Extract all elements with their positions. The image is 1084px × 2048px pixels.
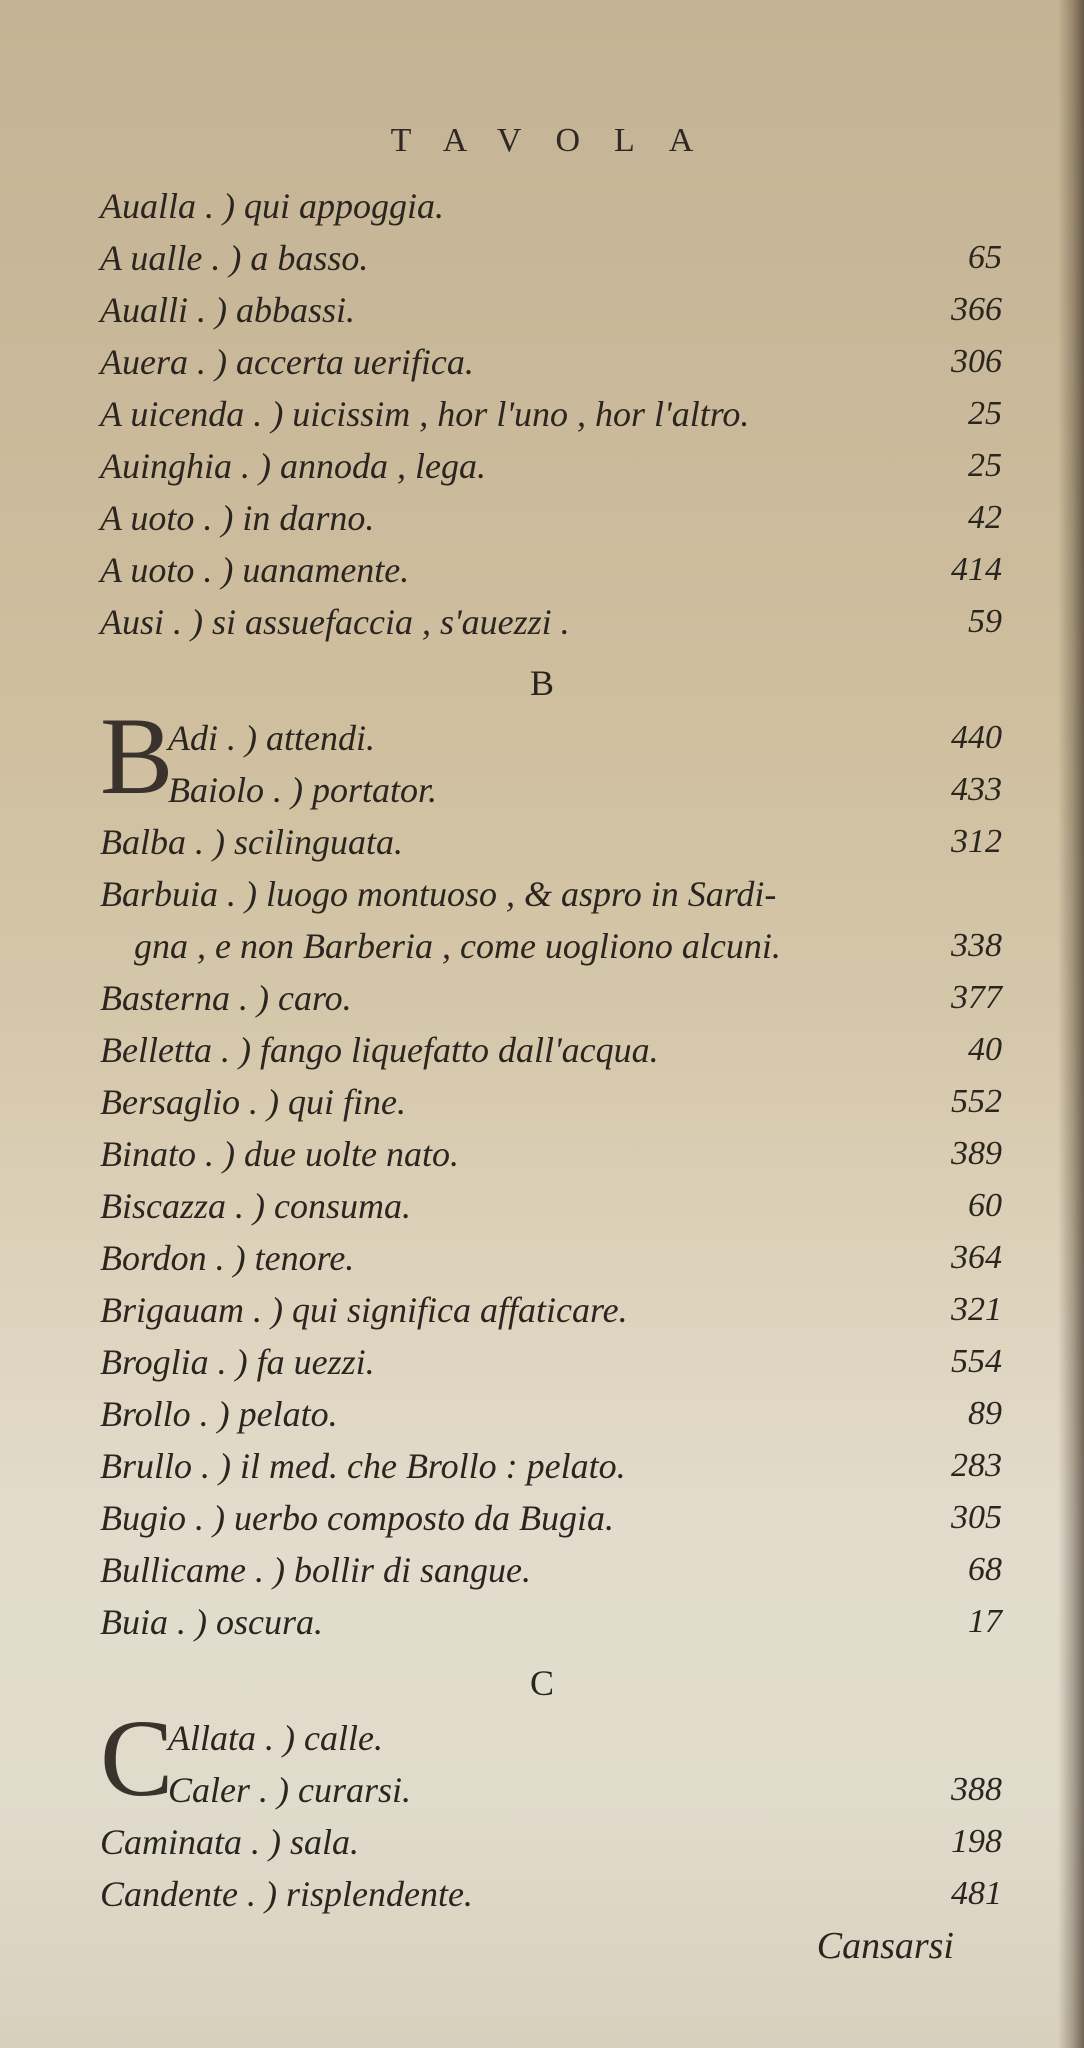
index-entry (100, 1336, 1002, 1388)
page-number: 321 (951, 1291, 1002, 1328)
index-entry (100, 972, 1002, 1024)
page-number: 554 (951, 1343, 1002, 1380)
index-entry (100, 1712, 1002, 1764)
page-number: 389 (951, 1135, 1002, 1172)
index-entry (100, 1492, 1002, 1544)
headword: Auera . (100, 342, 206, 382)
page-number: 364 (951, 1239, 1002, 1276)
gloss: ) qui fine. (267, 1082, 406, 1122)
gloss: ) fa uezzi. (235, 1342, 375, 1382)
page-number: 25 (968, 447, 1002, 484)
headword: A ualle . (100, 238, 221, 278)
index-entry (100, 1440, 1002, 1492)
catchword: Cansarsi (816, 1925, 954, 1967)
headword: Aualla . (100, 186, 214, 226)
headword: A uicenda . (100, 394, 263, 434)
page-number: 68 (968, 1551, 1002, 1588)
page-number: 481 (951, 1875, 1002, 1912)
headword: Binato . (100, 1134, 214, 1174)
gloss: ) scilinguata. (213, 822, 403, 862)
index-entry (100, 712, 1002, 764)
headword: Basterna . (100, 978, 248, 1018)
gloss: ) bollir di sangue. (272, 1550, 531, 1590)
gloss: ) risplendente. (264, 1874, 473, 1914)
gloss: ) qui significa affaticare. (271, 1290, 628, 1330)
headword: Candente . (100, 1874, 256, 1914)
headword: Biscazza . (100, 1186, 244, 1226)
headword: A uoto . (100, 550, 213, 590)
index-entry (100, 1816, 1002, 1868)
index-entry (100, 180, 1002, 232)
headword: Bordon . (100, 1238, 225, 1278)
index-entry (100, 1596, 1002, 1648)
page-number: 59 (968, 603, 1002, 640)
headword: A uoto . (100, 498, 213, 538)
page-number: 25 (968, 395, 1002, 432)
headword: Auinghia . (100, 446, 250, 486)
index-entry (100, 1232, 1002, 1284)
page-number: 40 (968, 1031, 1002, 1068)
page-number: 305 (951, 1499, 1002, 1536)
headword: Barbuia . (100, 874, 237, 914)
headword: Caler . (168, 1770, 269, 1810)
gloss: ) qui appoggia. (223, 186, 444, 226)
gloss: ) curarsi. (277, 1770, 412, 1810)
index-entry (100, 1868, 1002, 1920)
page-number: 414 (951, 551, 1002, 588)
index-entry (100, 1180, 1002, 1232)
gloss: ) a basso. (229, 238, 369, 278)
headword: Broglia . (100, 1342, 227, 1382)
index-entry (100, 232, 1002, 284)
index-entry (100, 1128, 1002, 1180)
page-number: 283 (951, 1447, 1002, 1484)
gloss: gna , e non Barberia , come uogliono alcuni. (134, 926, 781, 966)
index-entry (100, 388, 1002, 440)
page-number: 433 (951, 771, 1002, 808)
index-entry (100, 1284, 1002, 1336)
page-number: 377 (951, 979, 1002, 1016)
headword: Ausi . (100, 602, 183, 642)
page-number: 366 (951, 291, 1002, 328)
page-number: 17 (968, 1603, 1002, 1640)
page-number: 440 (951, 719, 1002, 756)
gloss: ) in darno. (221, 498, 375, 538)
headword: Bersaglio . (100, 1082, 258, 1122)
gloss: ) due uolte nato. (223, 1134, 459, 1174)
gloss: ) uicissim , hor l'uno , hor l'altro. (271, 394, 750, 434)
index-entry (100, 1076, 1002, 1128)
page-number: 306 (951, 343, 1002, 380)
headword: Brollo . (100, 1394, 209, 1434)
page-number: 65 (968, 239, 1002, 276)
dropcap-b: B (100, 695, 174, 817)
gloss: ) oscura. (195, 1602, 323, 1642)
gloss: ) fango liquefatto dall'acqua. (238, 1030, 659, 1070)
gloss: ) tenore. (233, 1238, 355, 1278)
gloss: ) sala. (269, 1822, 360, 1862)
headword: Bugio . (100, 1498, 204, 1538)
dropcap-c: C (100, 1697, 174, 1819)
index-entry-continuation (100, 920, 1002, 972)
page-edge-shadow (1058, 0, 1084, 2048)
page-number: 552 (951, 1083, 1002, 1120)
index-entry (100, 492, 1002, 544)
gloss: ) caro. (257, 978, 352, 1018)
index-entry (100, 440, 1002, 492)
section-letter-b: B (529, 663, 554, 703)
page-number: 388 (951, 1771, 1002, 1808)
page-number: 60 (968, 1187, 1002, 1224)
headword: Aualli . (100, 290, 206, 330)
headword: Brigauam . (100, 1290, 262, 1330)
page-number: 42 (968, 499, 1002, 536)
gloss: ) portator. (291, 770, 438, 810)
page-title: TAVOLA (390, 122, 728, 159)
index-entry (100, 336, 1002, 388)
index-entry (100, 816, 1002, 868)
headword: Belletta . (100, 1030, 230, 1070)
headword: Baiolo . (168, 770, 282, 810)
page-number: 338 (951, 927, 1002, 964)
headword: Bullicame . (100, 1550, 264, 1590)
index-entry (100, 1024, 1002, 1076)
gloss: ) annoda , lega. (259, 446, 486, 486)
gloss: ) abbassi. (215, 290, 356, 330)
gloss: ) attendi. (245, 718, 375, 758)
index-entry (100, 764, 1002, 816)
gloss: ) si assuefaccia , s'auezzi . (191, 602, 570, 642)
index-entry (100, 544, 1002, 596)
gloss: ) luogo montuoso , & aspro in Sardi- (245, 874, 777, 914)
headword: Balba . (100, 822, 204, 862)
index-entry (100, 1388, 1002, 1440)
page-number: 312 (951, 823, 1002, 860)
gloss: ) accerta uerifica. (214, 342, 474, 382)
index-entry (100, 1544, 1002, 1596)
section-letter-c: C (529, 1663, 554, 1703)
headword: Adi . (168, 718, 236, 758)
page-number: 198 (951, 1823, 1002, 1860)
gloss: ) uanamente. (221, 550, 410, 590)
gloss: ) calle. (283, 1718, 383, 1758)
headword: Brullo . (100, 1446, 211, 1486)
index-entry (100, 596, 1002, 648)
index-entry (100, 1764, 1002, 1816)
index-entry (100, 868, 1002, 920)
page-number: 89 (968, 1395, 1002, 1432)
gloss: ) pelato. (217, 1394, 338, 1434)
gloss: ) il med. che Brollo : pelato. (219, 1446, 626, 1486)
headword: Caminata . (100, 1822, 261, 1862)
index-entry (100, 284, 1002, 336)
headword: Allata . (168, 1718, 274, 1758)
gloss: ) uerbo composto da Bugia. (213, 1498, 614, 1538)
gloss: ) consuma. (253, 1186, 411, 1226)
headword: Buia . (100, 1602, 186, 1642)
